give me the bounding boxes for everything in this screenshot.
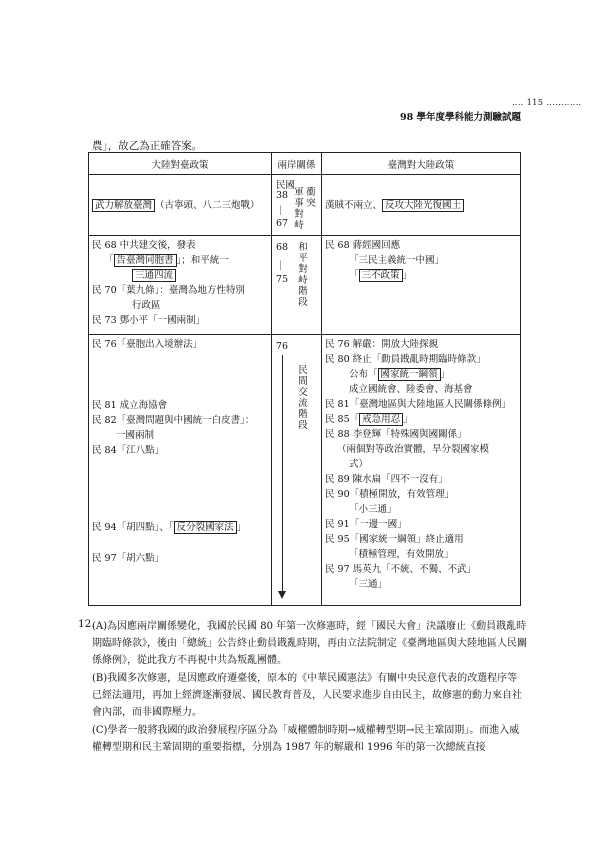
question-number: 12.: [78, 618, 95, 630]
row1-mainland: [89, 175, 272, 236]
row3-right-line: 民 88 李登輝「特殊國與國關係」: [325, 429, 467, 440]
era-label: 民間交流階段: [298, 365, 308, 431]
row3-right-line: 民 90「積極開放，有效管理」: [325, 489, 455, 500]
boxed-term: 武力解放臺灣: [92, 199, 155, 212]
policy-table: [88, 152, 521, 606]
row3-taiwan: [322, 335, 521, 606]
row1-left-rest: （古寧頭、八二三炮戰）: [155, 199, 260, 211]
row1-right-pre: 漢賊不兩立、: [325, 199, 383, 211]
row3-right-line: 民 95「國家統一綱領」終止適用: [325, 534, 464, 545]
table-row: [89, 335, 521, 606]
era-dash: ｜: [276, 206, 286, 217]
answer-b: (B)我國多次修憲，是因應政府遷臺後，原本的《中華民國憲法》有關中央民意代表的改選程序等已經法適用，再加上經濟逐漸發展、國民教育普及，人民要求進步自由民主，故修憲的動力來自社會內部，而非國際壓力。: [92, 673, 522, 718]
era-start-year: 68: [276, 242, 289, 253]
row3-right-line: 式）: [349, 459, 369, 470]
row3-right-line: 「三通」: [349, 579, 388, 590]
era-start-label: 民國: [276, 180, 296, 191]
row3-right-line: 「積極管理，有效開放」: [349, 549, 454, 560]
row2-line: 民 70「葉九條」：臺灣為地方性特別: [92, 285, 245, 296]
row3-line-part: 民 94「胡四點」、「: [92, 522, 174, 533]
row3-right-line: 民 89 陳水扁「四不一沒有」: [325, 474, 448, 485]
row3-mainland: [89, 335, 272, 606]
era-end-year: 67: [276, 218, 289, 229]
era-start-year: 76: [276, 341, 289, 352]
timeline-arrow-line: [282, 355, 283, 593]
row3-era: [272, 335, 322, 606]
row3-line: 民 82「臺灣問題與中國統一白皮書」：: [92, 415, 255, 426]
table-row: [89, 236, 521, 335]
row3-line: [92, 520, 268, 535]
page-number-marker: ‥‥ 115 ‥‥‥‥‥‥: [512, 98, 582, 107]
boxed-term: 國家統一綱領: [378, 368, 441, 381]
boxed-term: 告臺灣同胞書: [114, 254, 177, 267]
row1-taiwan: [322, 175, 521, 236]
answer-c: (C)學者一般將我國的政治發展程序區分為「威權體制時期→威權轉型期→民主鞏固期」。而進入威權轉型期和民主鞏固期的重要指標，分別為 1987 年的解嚴和 1996 年的第一次總統直接: [92, 725, 520, 753]
row2-line: 民 73 鄧小平「一國兩制」: [92, 315, 206, 326]
row3-line: 一國兩制: [116, 430, 155, 441]
row3-right-line: [325, 367, 517, 382]
row2-line: 行政區: [132, 300, 161, 311]
boxed-term: 三通四流: [132, 269, 176, 282]
row3-right-part: 」: [403, 414, 413, 425]
row3-right-line: 民 80 終止「動員戡亂時期臨時條款」: [325, 354, 486, 365]
table-row: [89, 175, 521, 236]
arrow-down-icon: [278, 591, 286, 599]
row3-right-line: （兩個對等政治實體，旱分裂國家模: [337, 444, 490, 455]
row2-line: 「 告臺灣同胞書 」；和平統一: [104, 255, 229, 266]
row3-line: 民 84「江八點」: [92, 445, 165, 456]
boxed-term: 反分裂國家法: [174, 521, 237, 534]
row3-right-line: 民 91「一邊一國」: [325, 519, 407, 530]
answer-a: (A)為因應兩岸關係變化，我國於民國 80 年第一次修憲時，經「國民大會」決議廢止《動員戡亂時期臨時條款》，後由「總統」公告終止動員戡亂時期，再由立法院制定《臺灣地區與大陸地區人民關係條例》，從此我方不再視中共為叛亂團體。: [92, 621, 527, 666]
exam-title: 98 學年度學科能力測驗試題: [400, 112, 522, 123]
row2-right-line: 民 68 蔣經國回應: [325, 240, 401, 251]
row2-mainland: [89, 236, 272, 335]
header-taiwan-policy: 臺灣對大陸政策: [322, 153, 521, 175]
era-dash: ｜: [276, 261, 286, 272]
era-label-2: 衝突: [306, 187, 316, 209]
row3-right-line: 成立國統會、陸委會、海基會: [349, 384, 473, 395]
era-label: 軍事對峙: [294, 187, 304, 231]
row3-right-line: 「小三通」: [349, 504, 397, 515]
header-cross-strait: 兩岸關係: [272, 153, 322, 175]
row3-line: 民 81 成立海協會: [92, 400, 168, 411]
intro-text: 農」，故乙為正確答案。: [92, 140, 203, 152]
row1-era: [272, 175, 322, 236]
row2-right-line: 「 三不政策 」: [349, 270, 413, 281]
header-mainland-policy: 大陸對臺政策: [89, 153, 272, 175]
row3-right-line: [325, 412, 517, 427]
row3-line: 民 97「胡六點」: [92, 553, 165, 564]
era-end-year: 75: [276, 274, 289, 285]
era-start-year: 38: [276, 190, 289, 201]
row2-right-line: 「三民主義統一中國」: [349, 255, 445, 266]
row3-right-part: 民 85「: [325, 414, 360, 425]
boxed-term: 反攻大陸光復國土: [382, 199, 464, 212]
row3-right-line: 民 81「臺灣地區與大陸地區人民關係條例」: [325, 399, 512, 410]
row2-era: [272, 236, 322, 335]
row3-line-part: 」: [236, 522, 247, 533]
row3-right-line: 民 97 馬英九「不統、不獨、不武」: [325, 564, 477, 575]
boxed-term: 戒急用忍: [359, 413, 403, 426]
row3-right-line: 民 76 解嚴：開放大陸探親: [325, 339, 439, 350]
row3-line: 民 76「臺胞出入境辦法」: [92, 339, 203, 350]
row3-right-part: 公布「: [349, 369, 378, 380]
row3-right-part: 」: [440, 369, 451, 380]
row2-line: [92, 268, 268, 283]
table-header-row: [89, 153, 521, 175]
era-label: 和平對峙階段: [298, 242, 308, 308]
boxed-term: 三不政策: [359, 269, 403, 282]
row2-line: 民 68 中共建交後，發表: [92, 240, 196, 251]
row2-taiwan: [322, 236, 521, 335]
